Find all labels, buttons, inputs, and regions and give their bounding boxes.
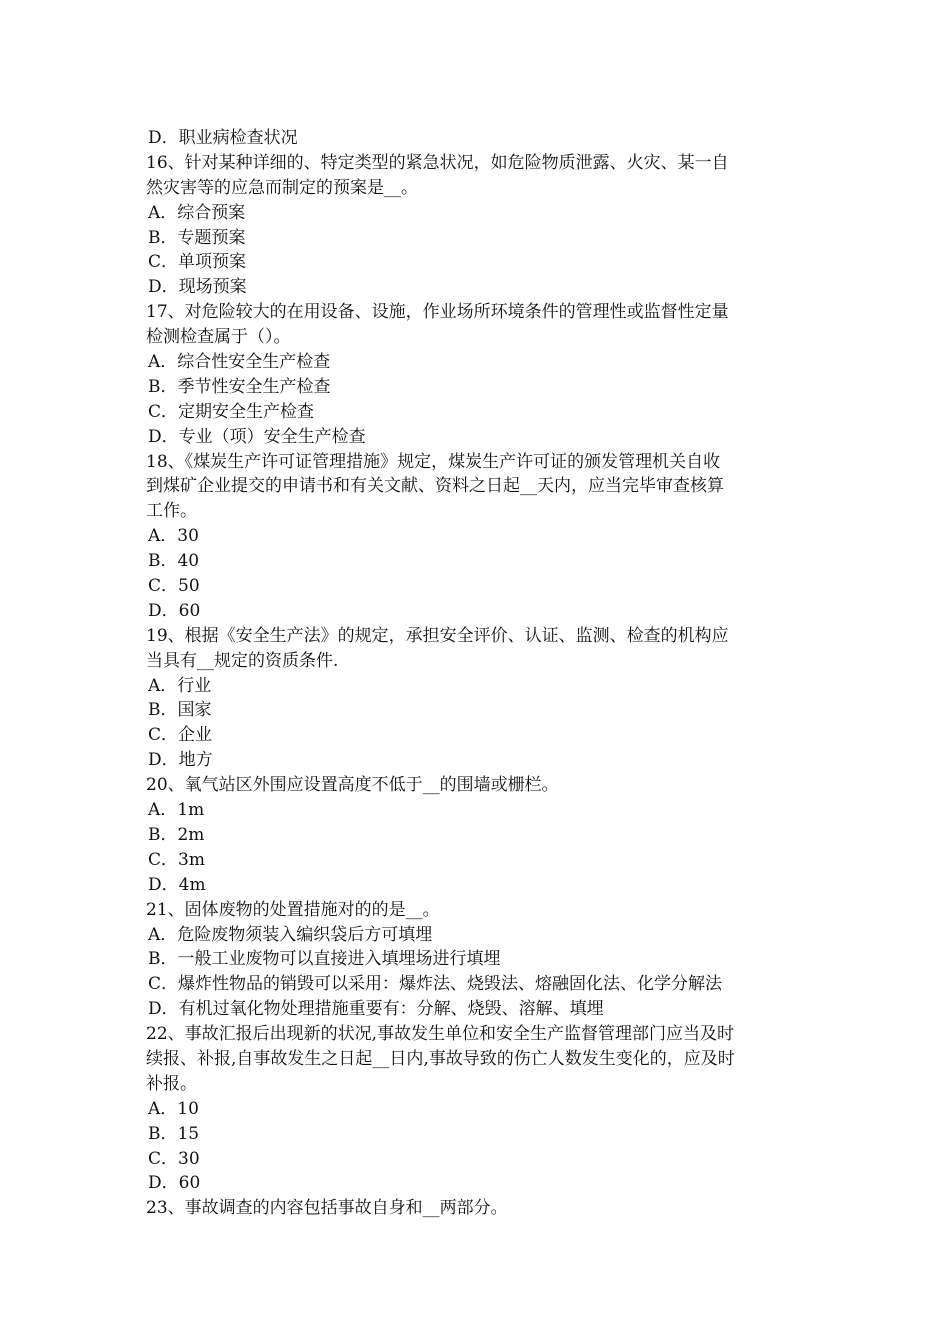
question-text: 补报。 [146, 1073, 197, 1094]
answer-option: A．综合预案 [148, 202, 246, 223]
question-block [146, 624, 816, 773]
answer-option: B．国家 [148, 700, 212, 721]
question-text: 到煤矿企业提交的申请书和有关文献、资料之日起__天内，应当完毕审查核算 [146, 476, 724, 497]
question-text: 16、针对某种详细的、特定类型的紧急状况，如危险物质泄露、火灾、某一自 [146, 152, 729, 173]
question-text: 17、对危险较大的在用设备、设施，作业场所环境条件的管理性或监督性定量 [146, 302, 729, 323]
answer-option: A．30 [148, 526, 199, 547]
answer-option: C．爆炸性物品的销毁可以采用：爆炸法、烧毁法、熔融固化法、化学分解法 [148, 974, 723, 995]
question-text: 当具有__规定的资质条件. [146, 650, 339, 671]
answer-option: C．3m [148, 849, 205, 870]
question-block [146, 773, 816, 897]
answer-option: A．危险废物须装入编织袋后方可填埋 [148, 924, 433, 945]
answer-option: B．专题预案 [148, 227, 246, 248]
answer-option: C．单项预案 [148, 252, 247, 273]
question-block [146, 1022, 816, 1196]
answer-option: B．40 [148, 551, 200, 572]
answer-option: C．企业 [148, 725, 213, 746]
question-text: 续报、补报,自事故发生之日起__日内,事故导致的伤亡人数发生变化的，应及时 [146, 1048, 735, 1069]
question-list [146, 126, 816, 1221]
answer-option: B．15 [148, 1123, 200, 1144]
question-text: 22、事故汇报后出现新的状况,事故发生单位和安全生产监督管理部门应当及时 [146, 1024, 735, 1045]
answer-option: B．2m [148, 824, 205, 845]
question-block [146, 898, 816, 1022]
question-text: 工作。 [146, 501, 197, 522]
answer-option: A．行业 [148, 675, 212, 696]
answer-option: D．4m [148, 874, 206, 895]
question-text: 检测检查属于（）。 [146, 327, 291, 348]
answer-option: D．60 [148, 600, 201, 621]
answer-option: A．综合性安全生产检查 [148, 352, 331, 373]
answer-option: C．50 [148, 576, 200, 597]
question-text: 23、事故调查的内容包括事故自身和__两部分。 [146, 1198, 508, 1219]
question-block [146, 1196, 816, 1221]
answer-option: A．1m [148, 800, 205, 821]
answer-option: D．有机过氧化物处理措施重要有：分解、烧毁、溶解、填埋 [148, 999, 604, 1020]
answer-option: C．定期安全生产检查 [148, 401, 315, 422]
answer-option: A．10 [148, 1098, 199, 1119]
question-text: 18、《煤炭生产许可证管理措施》规定，煤炭生产许可证的颁发管理机关自收 [146, 451, 721, 472]
answer-option: D．现场预案 [148, 277, 247, 298]
leading-option: D．职业病检查状况 [148, 128, 298, 148]
questions-container [146, 151, 816, 1221]
question-text: 20、氧气站区外围应设置高度不低于__的围墙或栅栏。 [146, 775, 559, 796]
answer-option: B．一般工业废物可以直接进入填埋场进行填埋 [148, 949, 501, 970]
question-text: 21、固体废物的处置措施对的的是__。 [146, 899, 440, 920]
answer-option: C．30 [148, 1148, 200, 1169]
question-text: 19、根据《安全生产法》的规定，承担安全评价、认证、监测、检查的机构应 [146, 625, 729, 646]
answer-option: D．60 [148, 1173, 201, 1194]
answer-option: D．地方 [148, 750, 213, 771]
question-text: 然灾害等的应急而制定的预案是__。 [146, 177, 418, 198]
question-block [146, 300, 816, 449]
answer-option: B．季节性安全生产检查 [148, 376, 331, 397]
question-block [146, 450, 816, 624]
answer-option: D．专业（项）安全生产检查 [148, 426, 366, 447]
question-block [146, 151, 816, 300]
